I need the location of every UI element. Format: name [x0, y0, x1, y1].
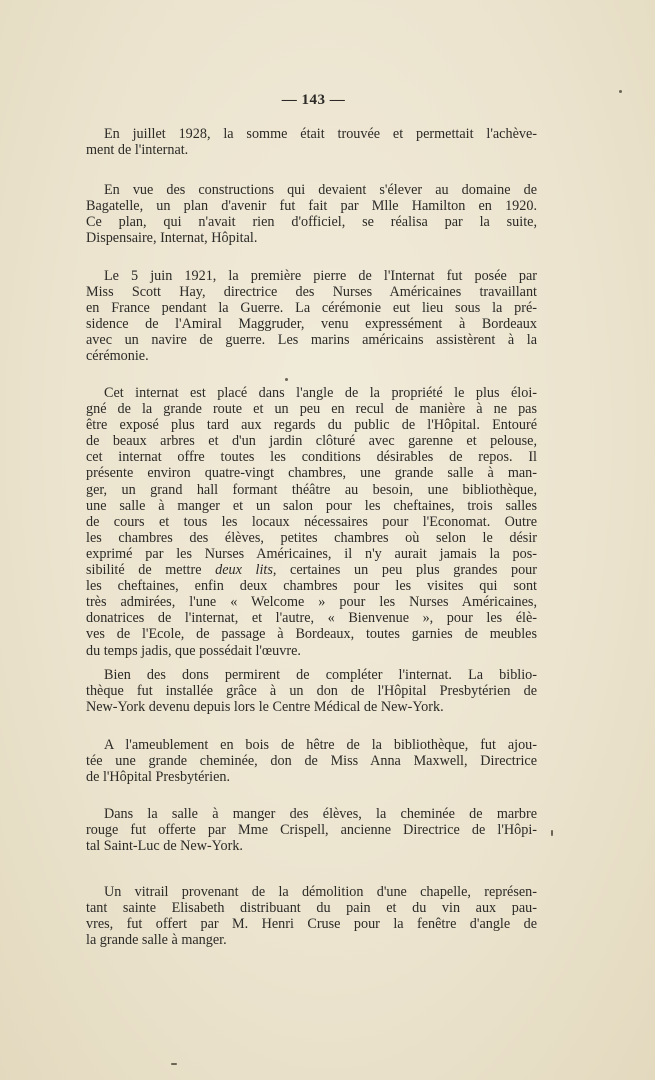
paragraph-2 [86, 182, 537, 246]
paragraph-line: Miss Scott Hay, directrice des Nurses Américaines travaillant [86, 284, 537, 301]
paragraph-8 [86, 884, 537, 948]
paragraph-line: de cours et tous les locaux nécessaires pour l'Economat. Outre [86, 513, 537, 530]
paragraph-line: très admirées, l'une « Welcome » pour les Nurses Américaines, [86, 594, 537, 611]
paragraph-line: présente environ quatre-vingt chambres, une grande salle à man- [86, 465, 537, 482]
paragraph-line: de l'Hôpital Presbytérien. [86, 769, 231, 786]
paragraph-line: New-York devenu depuis lors le Centre Médical de New-York. [86, 699, 444, 716]
paragraph-line: thèque fut installée grâce à un don de l'Hôpital Presbytérien de [86, 683, 537, 700]
paragraph-6 [86, 737, 537, 785]
scan-speck [171, 1063, 177, 1065]
paragraph-7 [86, 806, 537, 854]
page-number: — 143 — [281, 92, 346, 108]
paragraph-line: cérémonie. [86, 348, 149, 365]
paragraph-line: Bagatelle, un plan d'avenir fut fait par Mlle Hamilton en 1920. [86, 198, 537, 215]
paragraph-line: A l'ameublement en bois de hêtre de la bibliothèque, fut ajou- [104, 737, 537, 753]
paragraph-line: les cheftaines, enfin deux chambres pour les visites qui sont [86, 578, 537, 595]
paragraph-line: ger, un grand hall formant théâtre au besoin, une bibliothèque, [86, 481, 537, 498]
paragraph-line: Dispensaire, Internat, Hôpital. [86, 230, 258, 247]
paragraph-line: ment de l'internat. [86, 142, 189, 159]
paragraph-line: être exposé plus tard aux regards du public de l'Hôpital. Entouré [86, 417, 537, 434]
paragraph-line: En vue des constructions qui devaient s'élever au domaine de [104, 182, 537, 198]
paragraph-line: exprimé par les Nurses Américaines, il n'y aurait jamais la pos- [86, 545, 537, 562]
paragraph-line: la grande salle à manger. [86, 932, 227, 949]
paragraph-line: Ce plan, qui n'avait rien d'officiel, se réalisa par la suite, [86, 214, 537, 231]
paragraph-line: donatrices de l'internat, et l'autre, « Bienvenue », pour les élè- [86, 610, 537, 627]
paragraph-line: Dans la salle à manger des élèves, la cheminée de marbre [104, 806, 537, 822]
paragraph-line: les chambres des élèves, petites chambres où selon le désir [86, 529, 537, 546]
paragraph-line: tal Saint-Luc de New-York. [86, 838, 243, 855]
paragraph-4 [86, 385, 537, 659]
paragraph-line: tant sainte Elisabeth distribuant du pain et du vin aux pau- [86, 900, 537, 917]
paragraph-line: du temps jadis, que possédait l'œuvre. [86, 642, 301, 659]
scan-speck [285, 378, 288, 381]
paragraph-line: de beaux arbres et d'un jardin clôturé avec garenne et pelouse, [86, 433, 537, 450]
paragraph-3 [86, 268, 537, 365]
paragraph-line: rouge fut offerte par Mme Crispell, ancienne Directrice de l'Hôpi- [86, 822, 537, 839]
paragraph-line: Cet internat est placé dans l'angle de la propriété le plus éloi- [104, 385, 537, 401]
paragraph-line: une salle à manger et un salon pour les cheftaines, trois salles [86, 497, 537, 514]
paragraph-line: gné de la grande route et un peu en recul de manière à ne pas [86, 401, 537, 418]
paragraph-line: sibilité de mettre deux lits, certaines un peu plus grandes pour [86, 562, 537, 579]
paragraph-line: Le 5 juin 1921, la première pierre de l'Internat fut posée par [104, 268, 537, 284]
paragraph-line: vres, fut offert par M. Henri Cruse pour la fenêtre d'angle de [86, 916, 537, 933]
paragraph-line: Bien des dons permirent de compléter l'internat. La biblio- [104, 667, 537, 683]
paragraph-5 [86, 667, 537, 715]
paragraph-line: sidence de l'Amiral Maggruder, venu expressément à Bordeaux [86, 316, 537, 333]
scan-speck [619, 90, 622, 93]
paragraph-line: ves de l'Ecole, de passage à Bordeaux, toutes garnies de meubles [86, 626, 537, 643]
scan-speck [551, 830, 553, 836]
paragraph-line: En juillet 1928, la somme était trouvée et permettait l'achève- [104, 126, 537, 142]
paragraph-line: avec un navire de guerre. Les marins américains assistèrent à la [86, 332, 537, 349]
paragraph-line: cet internat offre toutes les conditions désirables de repos. Il [86, 449, 537, 466]
paragraph-line: Un vitrail provenant de la démolition d'une chapelle, représen- [104, 884, 537, 900]
paragraph-line: tée une grande cheminée, don de Miss Anna Maxwell, Directrice [86, 753, 537, 770]
paragraph-1 [86, 126, 537, 158]
paragraph-line: en France pendant la Guerre. La cérémonie eut lieu sous la pré- [86, 300, 537, 317]
